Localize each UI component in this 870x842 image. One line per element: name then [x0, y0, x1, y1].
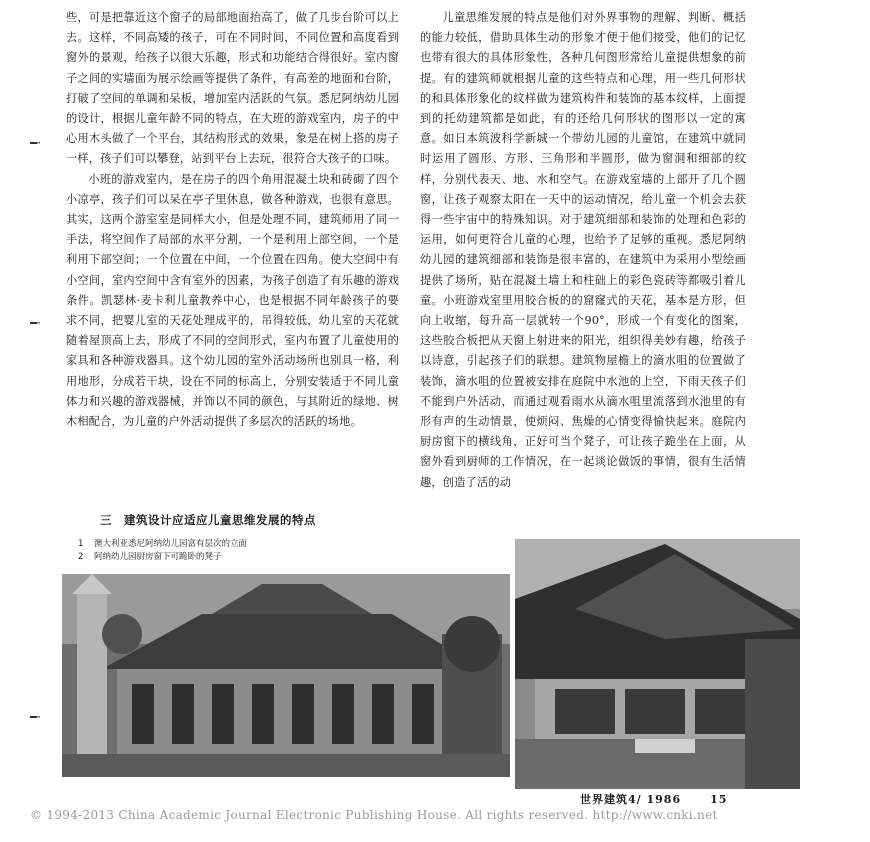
figure-1-kindergarten-facade-photo	[62, 574, 510, 777]
left-text-column	[66, 8, 399, 432]
section-heading: 三 建筑设计应适应儿童思维发展的特点	[100, 513, 316, 527]
right-paragraph-1: 儿童思维发展的特点是他们对外界事物的理解、判断、概括的能力较低，借助具体生动的形象才便于他们接受，他们的记忆也带有很大的具体形象性，各种几何图形常给儿童提供想象的前提。有的建筑师就根据儿童的这些特点和心理，用一些几何形状的和具体形象化的纹样做为建筑构件和装饰的基本纹样，上面提到的托幼建筑都是如此，有的还给几何形状的图形以一定的寓意。如日本筑波科学新城一个带幼儿园的儿童馆，在建筑中就同时运用了圆形、方形、三角形和半圆形，做为窗洞和细部的纹样，分别代表天、地、水和空气。在游戏室墙的上部开了几个圆窗，让孩子观察太阳在一天中的运动情况，给儿童一个机会去获得一些宇宙中的特殊知识。对于建筑细部和装饰的处理和色彩的运用，如何更符合儿童的心理，也给予了足够的重视。悉尼阿纳幼儿园的建筑细部和装饰是很丰富的，在建筑中为采用小型绘画提供了场所，贴在混凝土墙上和柱础上的彩色瓷砖等都吸引着儿童。小班游戏室里用胶合板的的窟窿式的天花，基本是方形，但向上收缩，每升高一层就转一个90°，形成一个有变化的图案，这些胶合板把从天窗上射进来的阳光，组织得美妙有趣，给孩子以诗意，引起孩子们的联想。建筑物屋檐上的滴水咀的位置做了装饰，滴水咀的位置被安排在庭院中水池的上空，下雨天孩子们不能到户外活动，而通过观看雨水从滴水咀里流落到水池里的有形有声的生动情景，使烦闷、焦燥的心情变得愉快起来。庭院内厨房窗下的横线角，正好可当个凳子，可让孩子跪坐在上面，从窗外看到厨师的工作情况，在一起谈论做饭的事情，很有生活情趣，创造了活的动	[420, 11, 746, 489]
journal-footer	[580, 791, 727, 807]
left-paragraph-1: 些，可是把靠近这个窗子的局部地面抬高了，做了几步台阶可以上去。这样，不同高矮的孩子，可在不同时间，不同位置和高度看到窗外的景观，给孩子以很大乐趣，形式和功能结合得很好。室内窗子之间的实墙面为展示绘画等提供了条件，有高差的地面和台阶，打破了空间的单调和呆板，增加室内活跃的气氛。悉尼阿纳幼儿园的设计，根据儿童年龄不同的特点，在大班的游戏室内，房子的中心用木头做了一个平台，其结构形式的效果，象是在树上搭的房子一样，孩子们可以攀登，站到平台上去玩，很符合大孩子的口味。	[66, 11, 399, 166]
caption-2-text: 阿纳幼儿园厨房窗下可跪卧的凳子	[94, 552, 222, 562]
caption-1-number: 1	[78, 539, 84, 549]
caption-2	[78, 551, 378, 564]
margin-mark-1: ━·	[30, 136, 42, 150]
figure-captions	[78, 538, 378, 564]
figure-2-kitchen-window-bench-photo	[515, 539, 800, 789]
copyright-notice: © 1994-2013 China Academic Journal Electronic Publishing House. All rights reserved. http://www.cnki.net	[30, 808, 718, 822]
margin-mark-2: ━·	[30, 316, 42, 330]
caption-1-text: 澳大利亚悉尼阿纳幼儿园富有层次的立面	[94, 539, 248, 549]
right-text-column	[420, 8, 746, 493]
margin-mark-3: ━·	[30, 710, 42, 724]
left-paragraph-2: 小班的游戏室内，是在房子的四个角用混凝土块和砖砌了四个小凉亭，孩子们可以呆在亭子里休息，做各种游戏，也很有意思。其实，这两个游室室是同样大小，但是处理不同，建筑师用了同一手法，将空间作了局部的水平分割，一个是利用上部空间，一个是利用下部空间；一个位置在中间，一个位置在四角。使大空间中有小空间，室内空间中含有室外的因素，为孩子创造了有乐趣的游戏条件。凯瑟林·麦卡利儿童教养中心，也是根据不同年龄孩子的要求不同，把婴儿室的天花处理成平的，吊得较低，幼儿室的天花就随着屋顶高上去，形成了不同的空间形式，室内布置了儿童使用的家具和各种游戏器具。这个幼儿园的室外活动场所也别具一格，利用地形，分成若干块，设在不同的标高上，分别安装适于不同儿童体力和兴趣的游戏器械，并饰以不同的颜色，与其附近的绿地、树木相配合，为儿童的户外活动提供了多层次的活跃的场地。	[66, 172, 399, 429]
caption-2-number: 2	[78, 552, 84, 562]
caption-1	[78, 538, 378, 551]
journal-name-issue: 世界建筑4/ 1986	[580, 793, 682, 806]
page-number: 15	[710, 793, 728, 806]
